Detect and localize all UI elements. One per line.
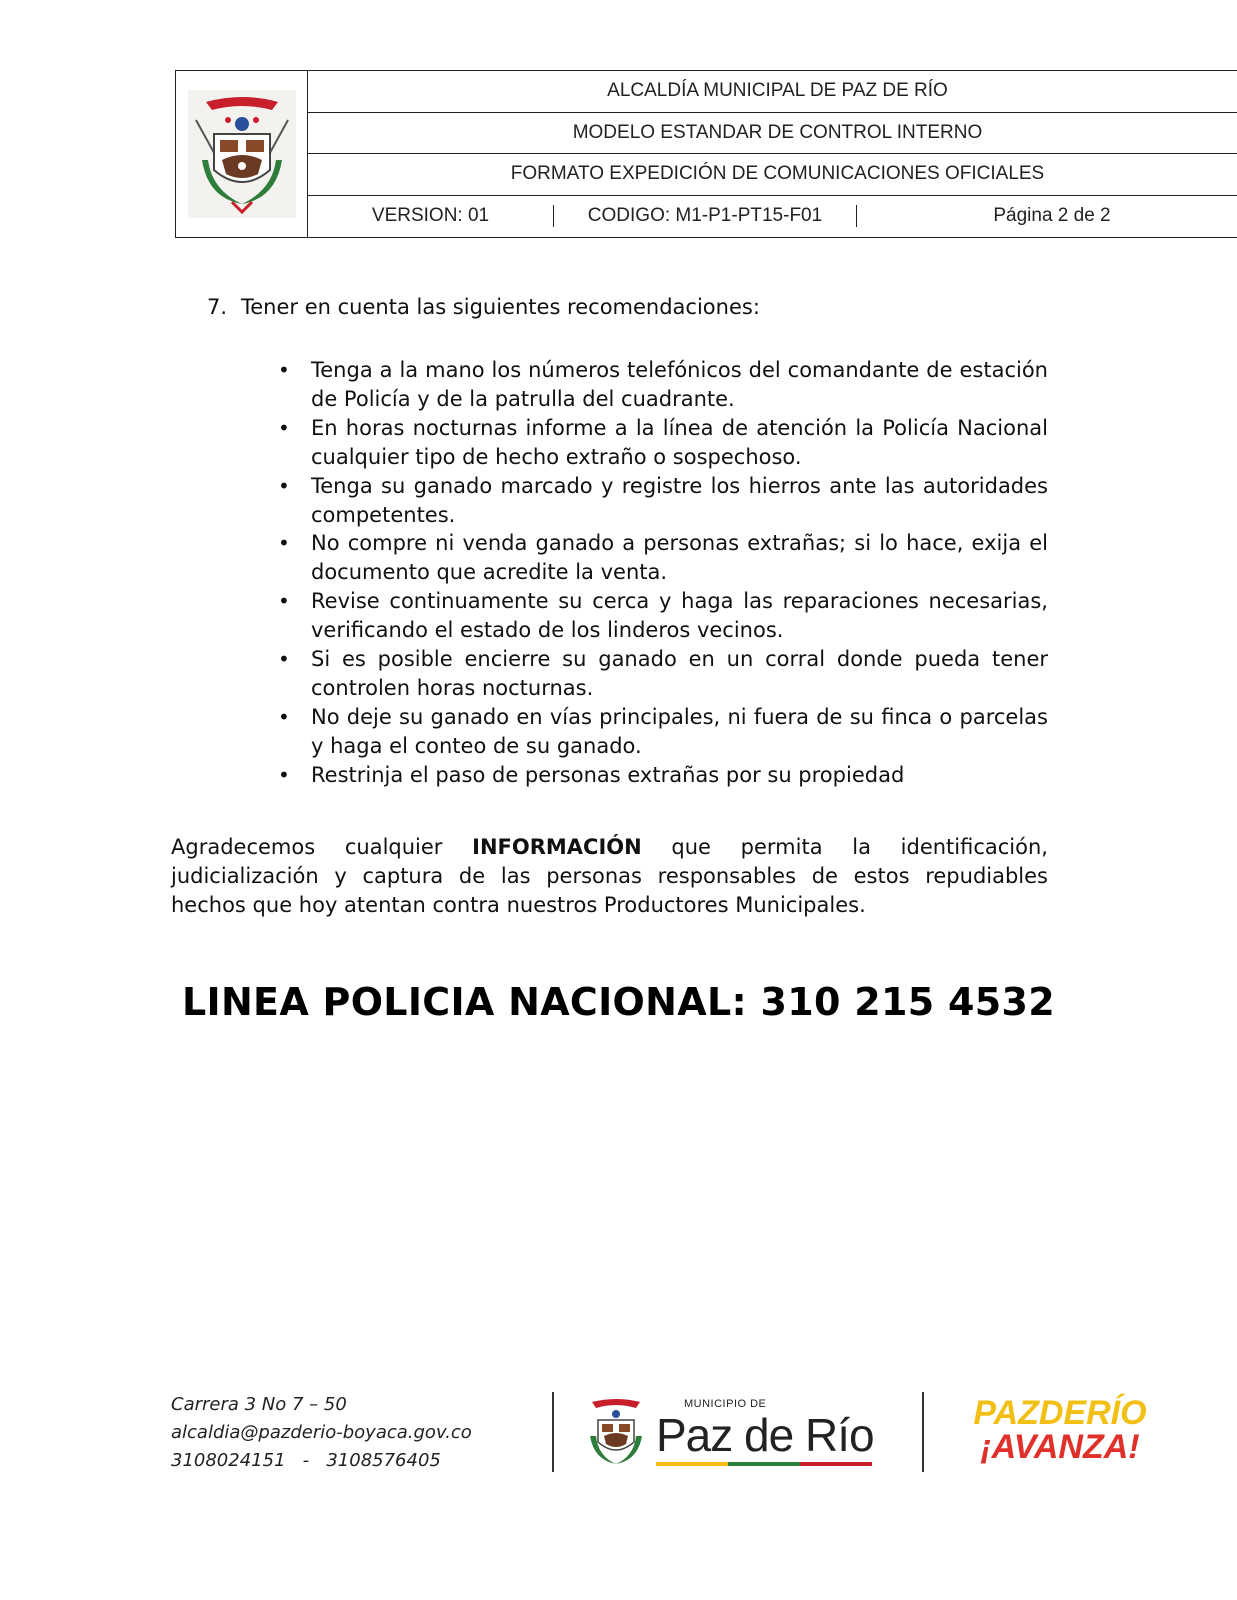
slogan-line-2: ¡AVANZA!	[980, 1428, 1140, 1466]
document-header-table	[175, 70, 1237, 238]
footer-divider-left	[552, 1392, 554, 1472]
footer-contact	[171, 1391, 472, 1475]
header-title-model: MODELO ESTANDAR DE CONTROL INTERNO	[308, 113, 1237, 155]
header-logo-cell	[176, 71, 308, 237]
list-item	[278, 761, 1048, 790]
slogan-line-1: PAZDERÍO	[973, 1394, 1147, 1432]
list-item-text: Restrinja el paso de personas extrañas por su propiedad	[311, 762, 905, 787]
list-item-text: No deje su ganado en vías principales, ni fuera de su finca o parcelas y haga el conteo de su ganado.	[311, 704, 1048, 758]
coat-of-arms-icon	[188, 90, 296, 218]
logo-municipality-label: MUNICIPIO DE	[684, 1398, 767, 1410]
header-title-format: FORMATO EXPEDICIÓN DE COMUNICACIONES OFICIALES	[308, 154, 1237, 196]
list-item	[278, 414, 1048, 472]
list-item-text: Revise continuamente su cerca y haga las reparaciones necesarias, verificando el estado de los linderos vecinos.	[311, 589, 1048, 643]
closing-paragraph	[171, 833, 1048, 920]
municipality-logo	[584, 1394, 884, 1474]
closing-emphasis: INFORMACIÓN	[472, 835, 642, 859]
bullet: •	[278, 473, 290, 498]
bullet: •	[278, 704, 290, 729]
list-item-text: Si es posible encierre su ganado en un corral donde pueda tener controlen horas nocturnas.	[311, 647, 1048, 700]
recommendations-list	[278, 356, 1048, 790]
closing-text-start: Agradecemos cualquier	[171, 835, 473, 859]
header-code: CODIGO: M1-P1-PT15-F01	[553, 205, 856, 227]
item-number: 7.	[207, 295, 228, 319]
bullet: •	[278, 531, 290, 556]
list-item-text: No compre ni venda ganado a personas extrañas; si lo hace, exija el documento que acredite la venta.	[311, 531, 1048, 585]
bullet: •	[278, 589, 290, 614]
bullet: •	[278, 762, 290, 787]
list-item	[278, 645, 1048, 703]
list-item	[278, 587, 1048, 645]
header-page: Página 2 de 2	[856, 205, 1237, 227]
list-item-text: En horas nocturnas informe a la línea de atención la Policía Nacional cualquier tipo de hecho extraño o sospechoso.	[311, 415, 1048, 469]
footer-divider-right	[922, 1392, 924, 1472]
header-rows	[308, 71, 1237, 237]
logo-color-bar	[656, 1462, 872, 1466]
bullet: •	[278, 358, 290, 382]
list-item	[278, 529, 1048, 587]
footer-email[interactable]: alcaldia@pazderio-boyaca.gov.co	[171, 1422, 472, 1443]
list-item	[278, 472, 1048, 530]
list-item-text: Tenga a la mano los números telefónicos del comandante de estación de Policía y de la patrulla del cuadrante.	[311, 358, 1048, 411]
list-item	[278, 703, 1048, 761]
slogan-logo	[945, 1396, 1175, 1464]
footer-crest-icon	[584, 1396, 648, 1470]
numbered-item-7	[207, 295, 760, 319]
closing-text-end: que permita la identificación, judicialización y captura de las personas responsables de estos repudiables hechos que hoy atentan contra nuestros Productores Municipales.	[171, 835, 1048, 917]
list-item	[278, 356, 1048, 414]
bullet: •	[278, 647, 290, 672]
header-meta-row	[308, 196, 1237, 238]
footer-address: Carrera 3 No 7 – 50	[171, 1394, 347, 1415]
list-item-text: Tenga su ganado marcado y registre los hierros ante las autoridades competentes.	[311, 473, 1048, 527]
header-title-municipality: ALCALDÍA MUNICIPAL DE PAZ DE RÍO	[308, 71, 1237, 113]
item-text: Tener en cuenta las siguientes recomendaciones:	[241, 295, 760, 319]
footer-phones: 3108024151 - 3108576405	[171, 1450, 441, 1471]
logo-town-name: Paz de Río	[656, 1409, 874, 1461]
police-hotline: LINEA POLICIA NACIONAL: 310 215 4532	[182, 980, 1055, 1024]
bullet: •	[278, 415, 290, 440]
header-version: VERSION: 01	[371, 205, 490, 227]
